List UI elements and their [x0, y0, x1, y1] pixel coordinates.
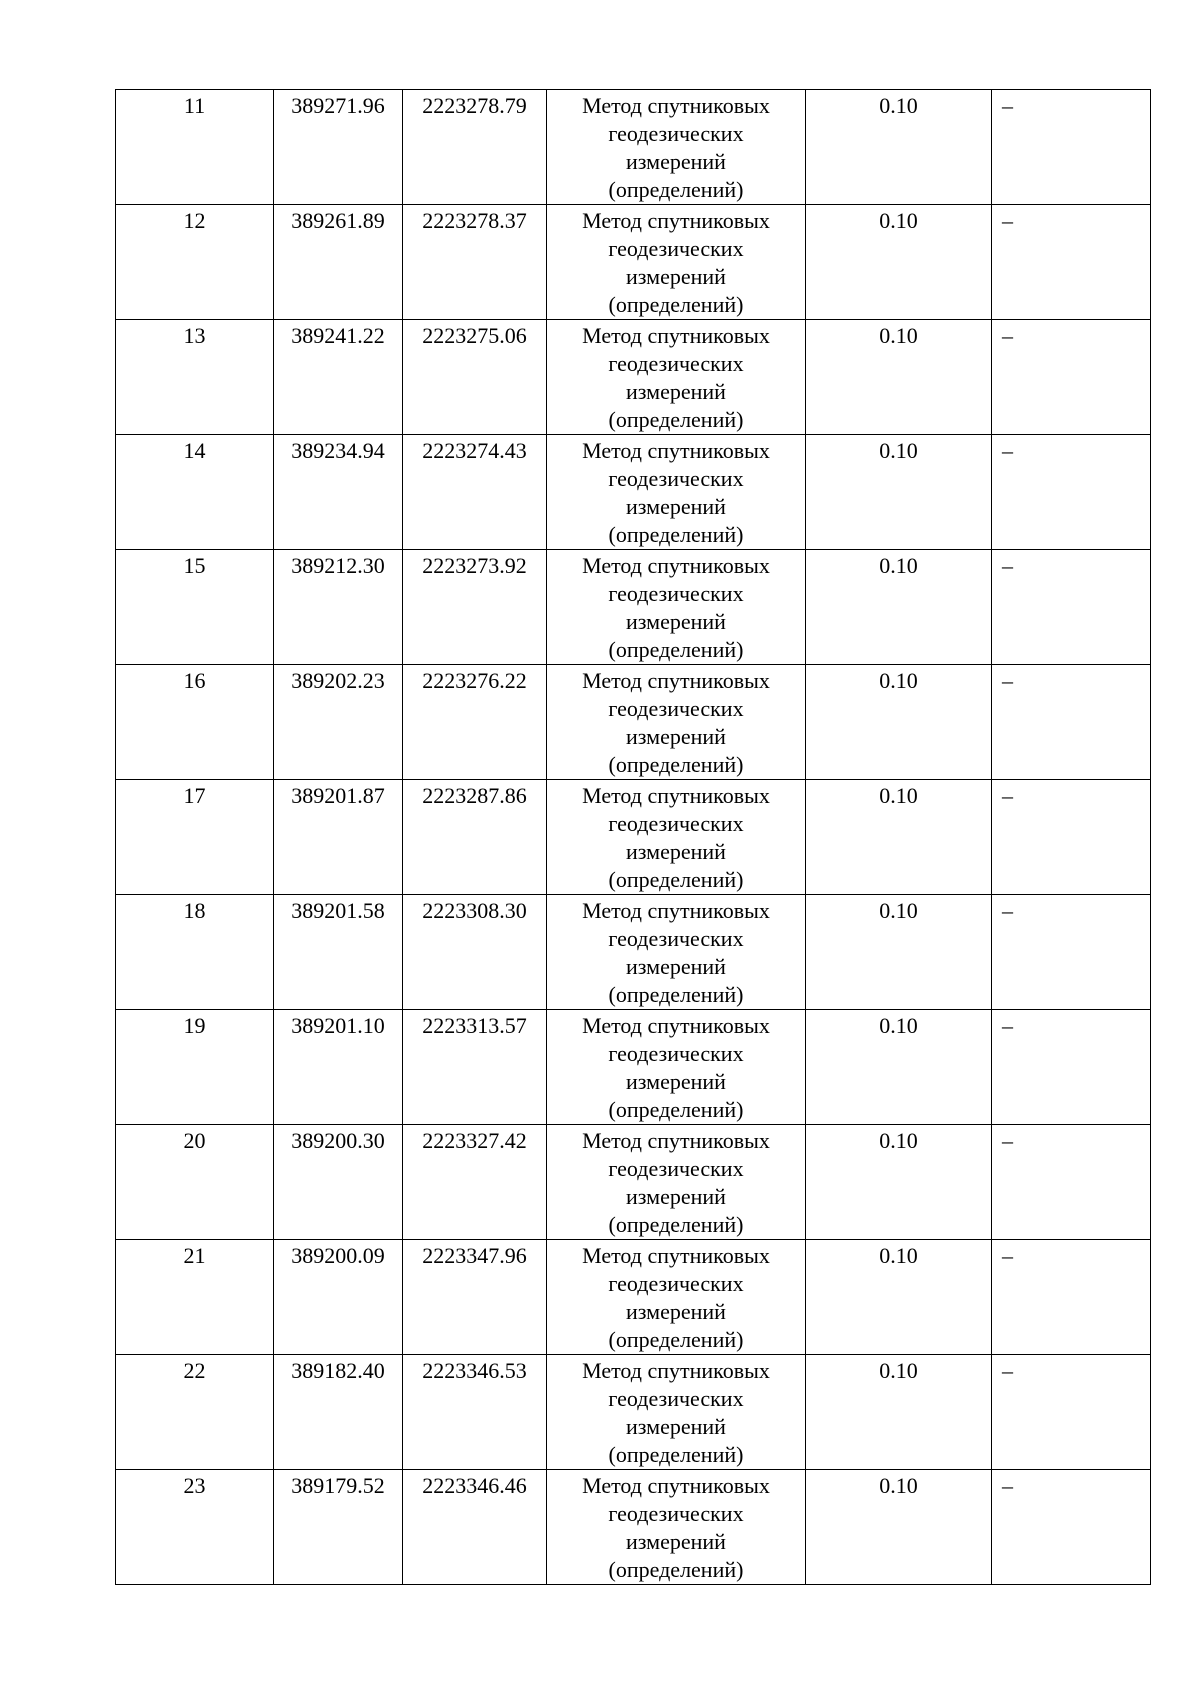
y-coordinate-cell: 2223347.96: [403, 1240, 547, 1355]
x-coordinate-cell: 389241.22: [274, 320, 403, 435]
method-line: измерений: [626, 1299, 726, 1324]
method-line: Метод спутниковых: [582, 553, 770, 578]
y-coordinate-cell: 2223346.46: [403, 1470, 547, 1585]
method-line: геодезических: [608, 1156, 744, 1181]
method-cell: [547, 1125, 806, 1240]
accuracy-cell: 0.10: [806, 895, 992, 1010]
method-cell: [547, 1470, 806, 1585]
y-coordinate-cell: 2223273.92: [403, 550, 547, 665]
method-line: Метод спутниковых: [582, 1243, 770, 1268]
table-row: [116, 90, 1151, 205]
y-coordinate-cell: 2223278.37: [403, 205, 547, 320]
method-cell: [547, 1355, 806, 1470]
method-line: (определений): [608, 637, 744, 662]
table-row: [116, 1470, 1151, 1585]
accuracy-cell: 0.10: [806, 1010, 992, 1125]
method-line: Метод спутниковых: [582, 323, 770, 348]
table-row: [116, 435, 1151, 550]
method-cell: [547, 550, 806, 665]
table-row: [116, 1125, 1151, 1240]
x-coordinate-cell: 389234.94: [274, 435, 403, 550]
method-line: измерений: [626, 724, 726, 749]
table-row: [116, 205, 1151, 320]
method-line: Метод спутниковых: [582, 208, 770, 233]
note-cell: –: [992, 1470, 1151, 1585]
method-cell: [547, 435, 806, 550]
method-line: геодезических: [608, 1271, 744, 1296]
point-number-cell: 17: [116, 780, 274, 895]
accuracy-cell: 0.10: [806, 1355, 992, 1470]
note-cell: –: [992, 665, 1151, 780]
method-line: (определений): [608, 1442, 744, 1467]
y-coordinate-cell: 2223287.86: [403, 780, 547, 895]
method-cell: [547, 665, 806, 780]
table-row: [116, 1355, 1151, 1470]
note-cell: –: [992, 550, 1151, 665]
accuracy-cell: 0.10: [806, 435, 992, 550]
method-line: (определений): [608, 867, 744, 892]
method-line: (определений): [608, 407, 744, 432]
point-number-cell: 13: [116, 320, 274, 435]
method-line: измерений: [626, 379, 726, 404]
method-line: (определений): [608, 752, 744, 777]
x-coordinate-cell: 389201.10: [274, 1010, 403, 1125]
method-line: геодезических: [608, 696, 744, 721]
note-cell: –: [992, 1355, 1151, 1470]
method-line: (определений): [608, 982, 744, 1007]
method-line: измерений: [626, 609, 726, 634]
method-line: измерений: [626, 1529, 726, 1554]
method-line: измерений: [626, 494, 726, 519]
x-coordinate-cell: 389202.23: [274, 665, 403, 780]
method-line: геодезических: [608, 351, 744, 376]
method-line: измерений: [626, 264, 726, 289]
accuracy-cell: 0.10: [806, 780, 992, 895]
x-coordinate-cell: 389179.52: [274, 1470, 403, 1585]
method-cell: [547, 1240, 806, 1355]
x-coordinate-cell: 389212.30: [274, 550, 403, 665]
note-cell: –: [992, 205, 1151, 320]
x-coordinate-cell: 389201.87: [274, 780, 403, 895]
point-number-cell: 11: [116, 90, 274, 205]
method-line: измерений: [626, 839, 726, 864]
method-line: геодезических: [608, 581, 744, 606]
method-line: геодезических: [608, 1041, 744, 1066]
y-coordinate-cell: 2223276.22: [403, 665, 547, 780]
method-cell: [547, 1010, 806, 1125]
method-line: Метод спутниковых: [582, 1358, 770, 1383]
accuracy-cell: 0.10: [806, 1125, 992, 1240]
method-cell: [547, 90, 806, 205]
coordinates-table: [115, 89, 1151, 1585]
accuracy-cell: 0.10: [806, 320, 992, 435]
note-cell: –: [992, 1240, 1151, 1355]
y-coordinate-cell: 2223275.06: [403, 320, 547, 435]
table-row: [116, 780, 1151, 895]
note-cell: –: [992, 320, 1151, 435]
point-number-cell: 12: [116, 205, 274, 320]
point-number-cell: 20: [116, 1125, 274, 1240]
y-coordinate-cell: 2223313.57: [403, 1010, 547, 1125]
table-row: [116, 1240, 1151, 1355]
method-line: геодезических: [608, 811, 744, 836]
method-line: геодезических: [608, 1501, 744, 1526]
point-number-cell: 14: [116, 435, 274, 550]
note-cell: –: [992, 895, 1151, 1010]
method-line: (определений): [608, 1097, 744, 1122]
x-coordinate-cell: 389271.96: [274, 90, 403, 205]
note-cell: –: [992, 90, 1151, 205]
table-row: [116, 320, 1151, 435]
note-cell: –: [992, 780, 1151, 895]
point-number-cell: 15: [116, 550, 274, 665]
coordinates-table-body: [116, 90, 1151, 1585]
point-number-cell: 21: [116, 1240, 274, 1355]
accuracy-cell: 0.10: [806, 1240, 992, 1355]
table-row: [116, 550, 1151, 665]
method-cell: [547, 895, 806, 1010]
method-line: Метод спутниковых: [582, 438, 770, 463]
method-line: Метод спутниковых: [582, 93, 770, 118]
accuracy-cell: 0.10: [806, 205, 992, 320]
method-line: геодезических: [608, 466, 744, 491]
point-number-cell: 22: [116, 1355, 274, 1470]
method-line: (определений): [608, 292, 744, 317]
method-cell: [547, 780, 806, 895]
method-line: Метод спутниковых: [582, 1128, 770, 1153]
method-line: Метод спутниковых: [582, 1013, 770, 1038]
method-line: (определений): [608, 1327, 744, 1352]
note-cell: –: [992, 1010, 1151, 1125]
method-line: измерений: [626, 149, 726, 174]
method-line: геодезических: [608, 1386, 744, 1411]
y-coordinate-cell: 2223274.43: [403, 435, 547, 550]
point-number-cell: 18: [116, 895, 274, 1010]
y-coordinate-cell: 2223278.79: [403, 90, 547, 205]
accuracy-cell: 0.10: [806, 665, 992, 780]
x-coordinate-cell: 389201.58: [274, 895, 403, 1010]
method-line: измерений: [626, 1414, 726, 1439]
x-coordinate-cell: 389182.40: [274, 1355, 403, 1470]
method-line: Метод спутниковых: [582, 1473, 770, 1498]
method-line: (определений): [608, 177, 744, 202]
note-cell: –: [992, 1125, 1151, 1240]
x-coordinate-cell: 389200.30: [274, 1125, 403, 1240]
method-line: измерений: [626, 954, 726, 979]
method-line: измерений: [626, 1184, 726, 1209]
y-coordinate-cell: 2223327.42: [403, 1125, 547, 1240]
accuracy-cell: 0.10: [806, 1470, 992, 1585]
method-line: геодезических: [608, 121, 744, 146]
method-line: геодезических: [608, 926, 744, 951]
method-line: Метод спутниковых: [582, 668, 770, 693]
x-coordinate-cell: 389261.89: [274, 205, 403, 320]
y-coordinate-cell: 2223308.30: [403, 895, 547, 1010]
method-line: (определений): [608, 1557, 744, 1582]
method-line: Метод спутниковых: [582, 783, 770, 808]
table-row: [116, 895, 1151, 1010]
point-number-cell: 23: [116, 1470, 274, 1585]
point-number-cell: 16: [116, 665, 274, 780]
x-coordinate-cell: 389200.09: [274, 1240, 403, 1355]
y-coordinate-cell: 2223346.53: [403, 1355, 547, 1470]
method-line: (определений): [608, 1212, 744, 1237]
method-cell: [547, 320, 806, 435]
accuracy-cell: 0.10: [806, 550, 992, 665]
method-cell: [547, 205, 806, 320]
method-line: геодезических: [608, 236, 744, 261]
table-row: [116, 1010, 1151, 1125]
method-line: измерений: [626, 1069, 726, 1094]
method-line: Метод спутниковых: [582, 898, 770, 923]
table-row: [116, 665, 1151, 780]
point-number-cell: 19: [116, 1010, 274, 1125]
method-line: (определений): [608, 522, 744, 547]
note-cell: –: [992, 435, 1151, 550]
accuracy-cell: 0.10: [806, 90, 992, 205]
